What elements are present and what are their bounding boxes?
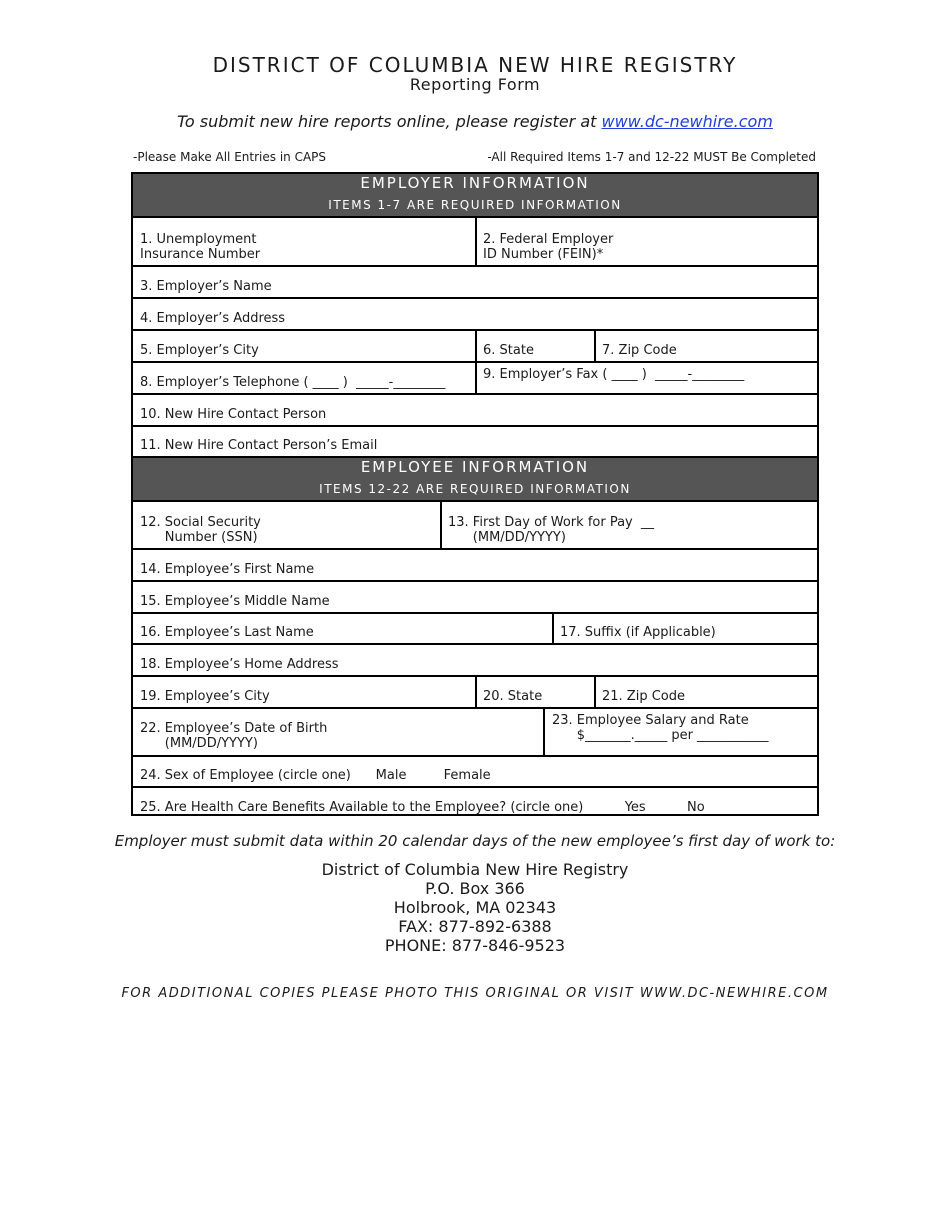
field-employer-address[interactable]: 4. Employer’s Address — [140, 311, 286, 326]
employee-section-header — [133, 456, 817, 502]
field-employer-name[interactable]: 3. Employer’s Name — [140, 279, 272, 294]
caps-instruction: -Please Make All Entries in CAPS — [133, 150, 327, 164]
address-line: Holbrook, MA 02343 — [393, 898, 557, 917]
form-title: DISTRICT OF COLUMBIA NEW HIRE REGISTRY — [212, 53, 738, 77]
field-employee-sex[interactable]: 24. Sex of Employee (circle one) Male Female — [140, 768, 491, 783]
form-subtitle: Reporting Form — [409, 75, 541, 94]
employee-subheading: ITEMS 12-22 ARE REQUIRED INFORMATION — [319, 482, 631, 496]
field-ssn[interactable]: 12. Social Security Number (SSN) — [140, 515, 261, 545]
field-employee-first-name[interactable]: 14. Employee’s First Name — [140, 562, 315, 577]
address-line: FAX: 877-892-6388 — [398, 917, 552, 936]
address-line: P.O. Box 366 — [425, 879, 525, 898]
registry-address-block — [0, 860, 950, 955]
dc-newhire-link[interactable]: www.dc-newhire.com — [601, 112, 773, 131]
online-registration-text: To submit new hire reports online, please register at — [177, 112, 602, 131]
field-employee-home-address[interactable]: 18. Employee’s Home Address — [140, 657, 339, 672]
field-contact-person[interactable]: 10. New Hire Contact Person — [140, 407, 327, 422]
address-line: PHONE: 877-846-9523 — [384, 936, 566, 955]
employee-heading: EMPLOYEE INFORMATION — [360, 458, 590, 476]
field-employer-state[interactable]: 6. State — [483, 343, 534, 358]
field-employee-zip[interactable]: 21. Zip Code — [602, 689, 685, 704]
field-employee-salary[interactable]: 23. Employee Salary and Rate $_______._____ per ___________ — [552, 713, 769, 743]
online-registration-note — [0, 112, 950, 131]
field-employee-city[interactable]: 19. Employee’s City — [140, 689, 270, 704]
field-employer-fax[interactable]: 9. Employer’s Fax ( ____ ) _____-________ — [483, 367, 745, 382]
field-unemployment-insurance-number[interactable]: 1. Unemployment Insurance Number — [140, 232, 261, 262]
field-employee-last-name[interactable]: 16. Employee’s Last Name — [140, 625, 314, 640]
field-employee-suffix[interactable]: 17. Suffix (if Applicable) — [560, 625, 716, 640]
field-health-benefits[interactable]: 25. Are Health Care Benefits Available to the Employee? (circle one) Yes No — [140, 800, 705, 815]
new-hire-form — [131, 172, 819, 816]
employer-subheading: ITEMS 1-7 ARE REQUIRED INFORMATION — [328, 198, 622, 212]
field-contact-email[interactable]: 11. New Hire Contact Person’s Email — [140, 438, 378, 453]
additional-copies-note: FOR ADDITIONAL COPIES PLEASE PHOTO THIS ORIGINAL OR VISIT WWW.DC-NEWHIRE.COM — [121, 986, 829, 1001]
field-employer-telephone[interactable]: 8. Employer’s Telephone ( ____ ) _____-________ — [140, 375, 446, 390]
employer-heading: EMPLOYER INFORMATION — [360, 174, 590, 192]
field-employee-dob[interactable]: 22. Employee’s Date of Birth (MM/DD/YYYY) — [140, 721, 328, 751]
field-employer-city[interactable]: 5. Employer’s City — [140, 343, 259, 358]
address-line: District of Columbia New Hire Registry — [321, 860, 629, 879]
employer-section-header — [133, 174, 817, 218]
field-first-day-of-work[interactable]: 13. First Day of Work for Pay __ (MM/DD/YYYY) — [448, 515, 655, 545]
field-employee-middle-name[interactable]: 15. Employee’s Middle Name — [140, 594, 330, 609]
field-employee-state[interactable]: 20. State — [483, 689, 543, 704]
required-items-instruction: -All Required Items 1-7 and 12-22 MUST Be Completed — [487, 150, 816, 164]
submission-instruction: Employer must submit data within 20 calendar days of the new employee’s first day of work to: — [114, 832, 836, 850]
field-fein[interactable]: 2. Federal Employer ID Number (FEIN)* — [483, 232, 614, 262]
field-employer-zip[interactable]: 7. Zip Code — [602, 343, 677, 358]
